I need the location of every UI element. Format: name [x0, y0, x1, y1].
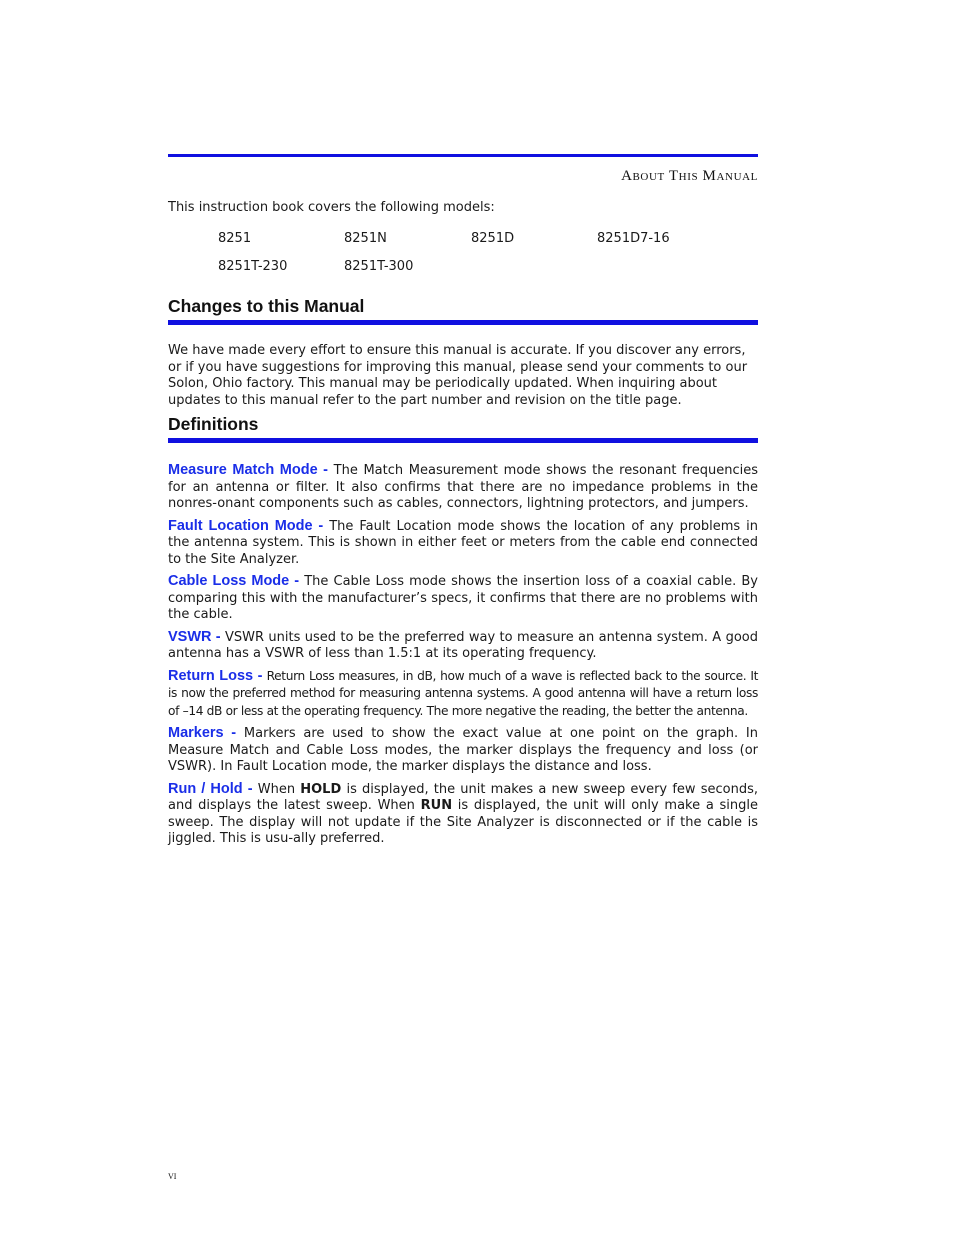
definition-text: The Match Measurement mode shows the resonant frequencies for an antenna or filter. It also confirms that there are no impedance problems in the nonres-onant components such as cables, connectors, lightning protectors, and jumpers. [168, 463, 758, 511]
model-number: 8251N [344, 231, 387, 246]
definition-text: The Cable Loss mode shows the insertion loss of a coaxial cable. By comparing this with the manufacturer’s specs, it confirms that there are no problems with the cable. [168, 574, 758, 622]
definitions-list [168, 462, 758, 853]
definition-term: Run / Hold - [168, 780, 253, 797]
definition-vswr [168, 629, 758, 663]
section-rule [168, 320, 758, 325]
definition-run-hold [168, 781, 758, 848]
section-title-changes: Changes to this Manual [168, 296, 365, 316]
models-row [218, 231, 738, 259]
definition-return-loss [168, 668, 758, 721]
definition-text: When [252, 781, 301, 797]
section-title-definitions: Definitions [168, 414, 259, 434]
model-number: 8251D7-16 [597, 231, 670, 246]
model-number: 8251D [471, 231, 515, 246]
intro-text: This instruction book covers the following models: [168, 200, 495, 215]
running-header: About This Manual [621, 168, 758, 184]
definition-text: is displayed, the unit makes a new sweep every few seconds, and displays the latest sweep. When [168, 781, 758, 813]
model-number: 8251T-300 [344, 259, 414, 274]
hold-keyword: HOLD [300, 781, 342, 797]
definition-text: is displayed, the unit will only make a single sweep. The display will not update if the Site Analyzer is disconnected or if the cable is jiggled. This is usu-ally preferred. [168, 798, 758, 846]
manual-page [168, 0, 758, 1235]
definition-term: Cable Loss Mode - [168, 573, 300, 589]
models-row [218, 259, 738, 287]
definition-fault-location-mode [168, 518, 758, 569]
definition-text: Return Loss measures, in dB, how much of a wave is reflected back to the source. It is now the preferred method for measuring antenna systems. A good antenna will have a return loss of –14 dB or less at the operating frequency. The more negative the reading, the better the antenna. [168, 668, 758, 718]
definition-text: Markers are used to show the exact value at one point on the graph. In Measure Match and Cable Loss modes, the marker displays the frequency and loss (or VSWR). In Fault Location mode, the marker displays the distance and loss. [168, 726, 759, 774]
definition-text: VSWR units used to be the preferred way to measure an antenna system. A good antenna has a VSWR of less than 1.5:1 at its operating frequency. [168, 629, 758, 661]
section-rule [168, 438, 758, 443]
page-number: vi [168, 1168, 177, 1182]
header-rule [168, 154, 758, 157]
model-number: 8251T-230 [218, 259, 288, 274]
definition-term: Markers - [168, 725, 237, 741]
definition-measure-match-mode [168, 462, 758, 513]
changes-paragraph: We have made every effort to ensure this manual is accurate. If you discover any errors, or if you have suggestions for improving this manual, please send your comments to our Solon, Ohio factory. This manual may be periodically updated. When inquiring about updates to this manual refer to the part number and revision on the title page. [168, 343, 748, 408]
models-grid [218, 231, 738, 287]
run-keyword: RUN [420, 798, 453, 813]
definition-term: VSWR - [168, 628, 221, 645]
definition-text: The Fault Location mode shows the location of any problems in the antenna system. This is shown in either feet or meters from the cable end connected to the Site Analyzer. [168, 518, 758, 567]
definition-markers [168, 725, 758, 776]
model-number: 8251 [218, 231, 252, 246]
definition-term: Fault Location Mode - [168, 517, 324, 534]
definition-cable-loss-mode [168, 573, 758, 624]
definition-term: Measure Match Mode - [168, 462, 329, 478]
definition-term: Return Loss - [168, 667, 263, 684]
